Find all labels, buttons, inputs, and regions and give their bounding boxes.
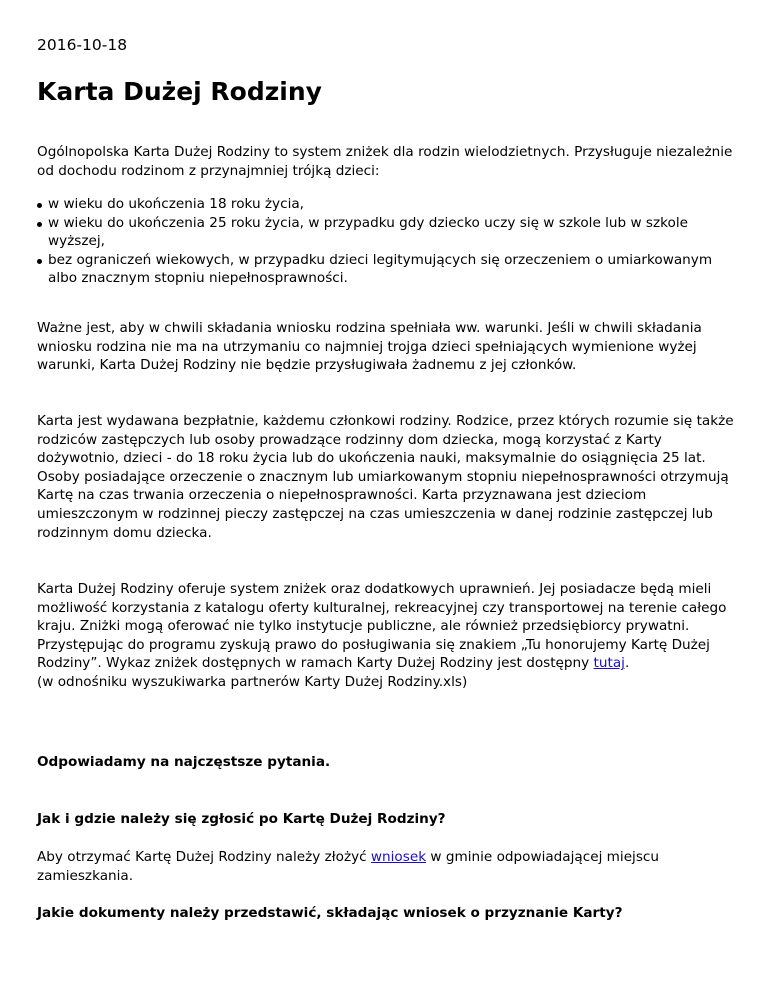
discounts-link[interactable]: tutaj xyxy=(593,655,625,672)
conditions-paragraph: Ważne jest, aby w chwili składania wniosku rodzina spełniała ww. warunki. Jeśli w chwili składania wniosku rodzina nie ma na utrzymaniu co najmniej trojga dzieci spełniających wymienione wyżej warunki, Karta Dużej Rodziny nie będzie przysługiwała żadnemu z jej członków. xyxy=(37,320,702,374)
list-item xyxy=(37,195,737,214)
bullet-icon xyxy=(37,222,42,227)
eligibility-list xyxy=(37,195,737,288)
benefits-text: Karta Dużej Rodziny oferuje system zniżek oraz dodatkowych uprawnień. Jej posiadacze będą mieli możliwość korzystania z katalogu oferty kulturalnej, rekreacyjnej czy transportowej na terenie całego kraju. Zniżki mogą oferować nie tylko instytucje publiczne, ale również przedsiębiorcy prywatni. Przystępując do programu zyskują prawo do posługiwania się znakiem „Tu honorujemy Kartę Dużej Rodziny”. Wykaz zniżek dostępnych w ramach Karty Dużej Rodziny jest dostępny xyxy=(37,581,727,672)
answer-text-end: w gminie odpowiadającej miejscu zamieszkania. xyxy=(37,849,660,884)
answer-text: Aby otrzymać Kartę Dużej Rodziny należy złożyć xyxy=(37,849,371,865)
faq-heading: Odpowiadamy na najczęstsze pytania. xyxy=(37,754,331,770)
list-item xyxy=(37,214,737,251)
benefits-period: . xyxy=(624,655,630,672)
bullet-icon xyxy=(37,259,42,264)
list-item-text: w wieku do ukończenia 18 roku życia, xyxy=(48,196,305,212)
bullet-icon xyxy=(37,203,42,208)
issuance-paragraph: Karta jest wydawana bezpłatnie, każdemu członkowi rodziny. Rodzice, przez których rozumie się także rodziców zastępczych lub osoby prowadzące rodzinny dom dziecka, mogą korzystać z Karty dożywotnio, dzieci - do 18 roku życia lub do ukończenia nauki, maksymalnie do osiągnięcia 25 lat. Osoby posiadające orzeczenie o znacznym lub umiarkowanym stopniu niepełnosprawności otrzymują Kartę na czas trwania orzeczenia o niepełnosprawności. Karta przyznawana jest dzieciom umieszczonym w rodzinnej pieczy zastępczej na czas umieszczenia w danej rodzinie zastępczej lub rodzinnym domu dziecka. xyxy=(37,413,734,541)
intro-paragraph: Ogólnopolska Karta Dużej Rodziny to system zniżek dla rodzin wielodzietnych. Przysługuje niezależnie od dochodu rodzinom z przynajmniej trójką dzieci: xyxy=(37,144,733,179)
list-item xyxy=(37,251,737,288)
faq-question-1: Jak i gdzie należy się zgłosić po Kartę Dużej Rodziny? xyxy=(37,811,446,827)
list-item-text: bez ograniczeń wiekowych, w przypadku dzieci legitymujących się orzeczeniem o umiarkowanym albo znacznym stopniu niepełnosprawności. xyxy=(48,251,713,287)
faq-answer-1 xyxy=(37,848,737,885)
page-title: Karta Dużej Rodziny xyxy=(37,77,322,106)
document-date: 2016-10-18 xyxy=(37,36,128,54)
list-item-text: w wieku do ukończenia 25 roku życia, w przypadku gdy dziecko uczy się w szkole lub w szkole wyższej, xyxy=(48,214,688,250)
application-link[interactable]: wniosek xyxy=(370,849,427,865)
faq-question-2: Jakie dokumenty należy przedstawić, składając wniosek o przyznanie Karty? xyxy=(37,905,623,921)
benefits-paragraph xyxy=(37,580,737,692)
benefits-note: (w odnośniku wyszukiwarka partnerów Karty Dużej Rodziny.xls) xyxy=(37,673,468,690)
